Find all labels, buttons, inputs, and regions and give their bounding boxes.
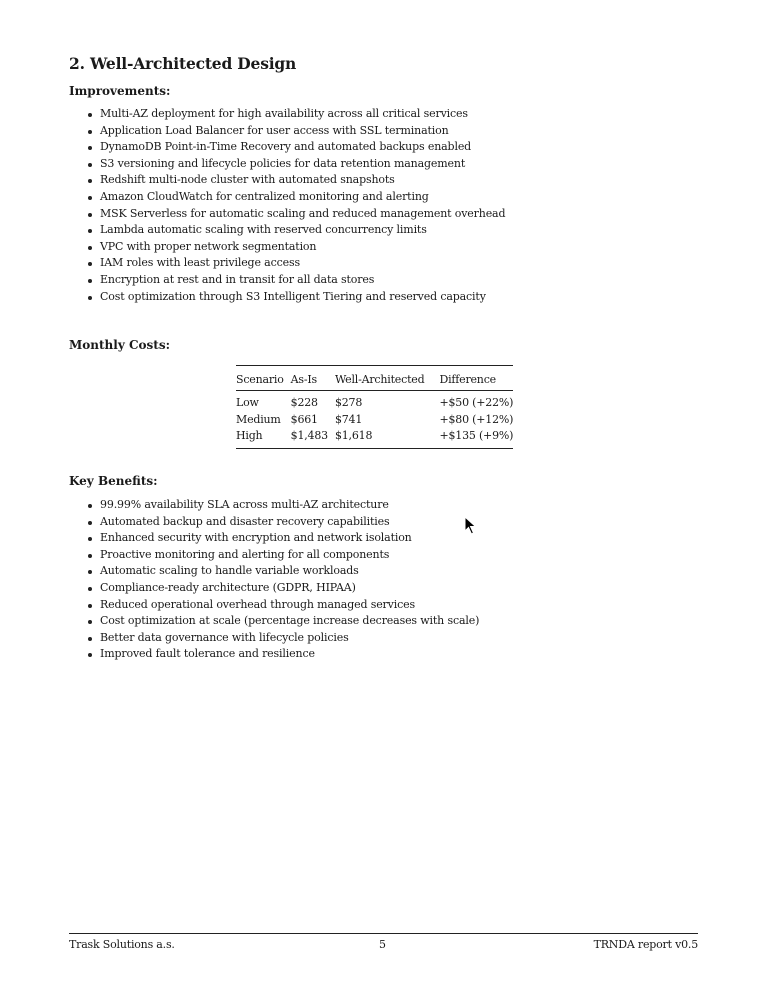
key-benefits-heading: Key Benefits: xyxy=(69,474,158,488)
bullet-dot-icon xyxy=(88,262,92,266)
benefit-item xyxy=(86,514,479,531)
improvements-list xyxy=(86,106,505,305)
benefit-item xyxy=(86,530,479,547)
improvement-item-text: MSK Serverless for automatic scaling and reduced management overhead xyxy=(100,206,506,220)
improvement-item xyxy=(86,189,505,206)
improvement-item xyxy=(86,123,505,140)
footer-page-number: 5 xyxy=(379,938,386,951)
bullet-dot-icon xyxy=(88,146,92,150)
column-header-as-is: As-Is xyxy=(290,372,317,386)
cell-as-is: $228 xyxy=(290,396,318,409)
improvement-item-text: Application Load Balancer for user access with SSL termination xyxy=(100,123,449,137)
improvement-item-text: Encryption at rest and in transit for all data stores xyxy=(100,272,375,286)
cell-well-architected: $278 xyxy=(334,396,363,409)
section-title: 2. Well-Architected Design xyxy=(69,54,297,73)
improvement-item xyxy=(86,139,505,156)
bullet-dot-icon xyxy=(88,620,92,624)
cell-scenario: High xyxy=(236,429,263,442)
bullet-dot-icon xyxy=(88,213,92,217)
bullet-dot-icon xyxy=(88,196,92,200)
benefit-item-text: Reduced operational overhead through managed services xyxy=(100,597,415,611)
bullet-dot-icon xyxy=(88,570,92,574)
cell-difference: +$80 (+12%) xyxy=(439,412,514,426)
improvement-item-text: Cost optimization through S3 Intelligent Tiering and reserved capacity xyxy=(100,289,486,303)
improvement-item xyxy=(86,289,505,306)
bullet-dot-icon xyxy=(88,587,92,591)
improvement-item xyxy=(86,272,505,289)
footer-divider xyxy=(69,933,698,934)
benefit-item xyxy=(86,497,479,514)
bullet-dot-icon xyxy=(88,296,92,300)
benefit-item-text: Enhanced security with encryption and network isolation xyxy=(100,531,412,545)
improvement-item xyxy=(86,172,505,189)
monthly-costs-heading: Monthly Costs: xyxy=(69,338,171,352)
improvements-heading: Improvements: xyxy=(69,84,171,98)
bullet-dot-icon xyxy=(88,229,92,233)
monthly-costs-table xyxy=(236,365,513,449)
bullet-dot-icon xyxy=(88,246,92,250)
bullet-dot-icon xyxy=(88,521,92,525)
column-header-difference: Difference xyxy=(439,372,496,386)
bullet-dot-icon xyxy=(88,537,92,541)
key-benefits-list xyxy=(86,497,479,663)
mouse-pointer-icon xyxy=(464,516,478,536)
improvement-item xyxy=(86,222,505,239)
benefit-item xyxy=(86,580,479,597)
benefit-item-text: Automated backup and disaster recovery capabilities xyxy=(100,514,390,528)
bullet-dot-icon xyxy=(88,279,92,283)
improvement-item-text: VPC with proper network segmentation xyxy=(100,239,317,253)
benefit-item xyxy=(86,597,479,614)
table-header-row xyxy=(236,366,513,391)
improvement-item-text: IAM roles with least privilege access xyxy=(100,256,300,270)
improvement-item xyxy=(86,106,505,123)
improvement-item-text: Lambda automatic scaling with reserved concurrency limits xyxy=(100,223,427,237)
footer-report-version: TRNDA report v0.5 xyxy=(593,938,698,951)
benefit-item-text: Better data governance with lifecycle policies xyxy=(100,630,349,644)
bullet-dot-icon xyxy=(88,637,92,641)
table-row xyxy=(236,428,513,448)
bullet-dot-icon xyxy=(88,504,92,508)
improvement-item xyxy=(86,255,505,272)
bullet-dot-icon xyxy=(88,130,92,134)
improvement-item xyxy=(86,239,505,256)
cell-as-is: $1,483 xyxy=(290,429,328,442)
improvement-item-text: DynamoDB Point-in-Time Recovery and automated backups enabled xyxy=(100,140,472,154)
cell-scenario: Medium xyxy=(236,412,281,426)
cell-well-architected: $1,618 xyxy=(334,429,373,442)
benefit-item xyxy=(86,630,479,647)
column-header-scenario: Scenario xyxy=(236,372,284,386)
benefit-item-text: Improved fault tolerance and resilience xyxy=(100,647,315,661)
bullet-dot-icon xyxy=(88,113,92,117)
improvement-item-text: Amazon CloudWatch for centralized monitoring and alerting xyxy=(100,189,429,203)
benefit-item xyxy=(86,613,479,630)
cell-scenario: Low xyxy=(236,396,259,409)
bullet-dot-icon xyxy=(88,604,92,608)
cell-as-is: $661 xyxy=(290,412,318,426)
benefit-item-text: Compliance-ready architecture (GDPR, HIPAA) xyxy=(100,580,356,594)
cell-difference: +$135 (+9%) xyxy=(439,429,514,442)
bullet-dot-icon xyxy=(88,653,92,657)
improvement-item-text: Redshift multi-node cluster with automated snapshots xyxy=(100,173,395,187)
benefit-item xyxy=(86,563,479,580)
improvement-item-text: S3 versioning and lifecycle policies for data retention management xyxy=(100,156,466,170)
benefit-item xyxy=(86,646,479,663)
improvement-item-text: Multi-AZ deployment for high availability across all critical services xyxy=(100,107,468,120)
improvement-item xyxy=(86,156,505,173)
table-row xyxy=(236,391,513,412)
cell-difference: +$50 (+22%) xyxy=(439,396,514,409)
benefit-item-text: Proactive monitoring and alerting for all components xyxy=(100,547,390,561)
table-row xyxy=(236,412,513,429)
benefit-item-text: Automatic scaling to handle variable workloads xyxy=(100,564,359,578)
improvement-item xyxy=(86,206,505,223)
benefit-item-text: 99.99% availability SLA across multi-AZ architecture xyxy=(100,498,389,511)
benefit-item-text: Cost optimization at scale (percentage increase decreases with scale) xyxy=(100,614,480,628)
bullet-dot-icon xyxy=(88,179,92,183)
bullet-dot-icon xyxy=(88,163,92,167)
cell-well-architected: $741 xyxy=(334,412,363,426)
column-header-well-architected: Well-Architected xyxy=(334,372,425,386)
benefit-item xyxy=(86,547,479,564)
footer-company: Trask Solutions a.s. xyxy=(69,938,175,951)
bullet-dot-icon xyxy=(88,554,92,558)
